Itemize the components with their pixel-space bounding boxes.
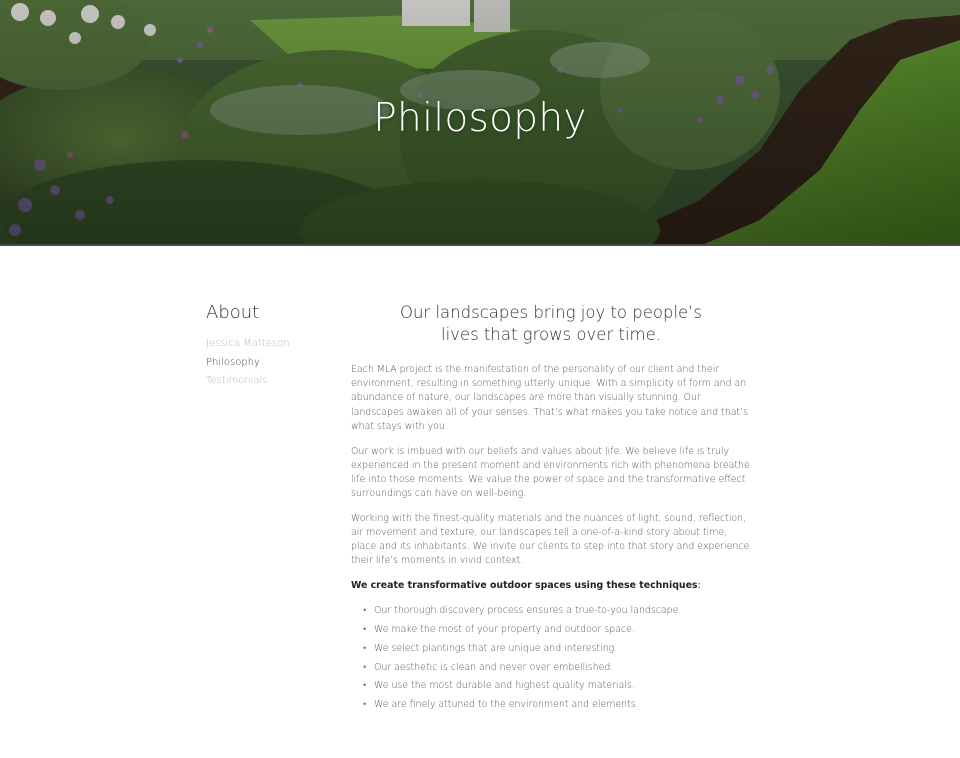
paragraph: Each MLA project is the manifestation of the personality of our client and their environment, resulting in something utterly unique. With a simplicity of form and an abundance of nature, our landscapes are more than visually stunning. Our landscapes awaken all of your senses. That’s what makes you take notice and that’s what stays with you.	[351, 364, 749, 432]
list-item	[363, 696, 751, 715]
techniques-intro-text: We create transformative outdoor spaces using these techniques	[351, 580, 698, 592]
techniques-list	[351, 602, 751, 715]
list-item	[363, 602, 751, 621]
list-item	[363, 640, 751, 659]
sidebar-item-testimonials[interactable]: Testimonials	[206, 375, 268, 386]
paragraph: Working with the finest-quality materials and the nuances of light, sound, reflection, air movement and texture, our landscapes tell a one-of-a-kind story about time, place and its inhabitants. We invite our clients to step into that story and experience their life’s moments in vivid context.	[351, 512, 750, 567]
about-sidebar	[206, 302, 336, 391]
headline-line-1: Our landscapes bring joy to people’s	[399, 303, 703, 322]
list-item-text: We select plantings that are unique and interesting.	[374, 642, 618, 654]
techniques-intro	[351, 579, 751, 593]
list-item-text: Our aesthetic is clean and never over embellished.	[374, 661, 614, 673]
list-item-text: We make the most of your property and outdoor space.	[374, 623, 635, 635]
hero-banner	[0, 0, 960, 246]
sidebar-heading: About	[206, 302, 260, 323]
page-title: Philosophy	[373, 96, 587, 141]
paragraph: Our work is imbued with our beliefs and values about life. We believe life is truly experienced in the present moment and environments rich with phenomena breathe life into those moments. We value the power of space and the transformative effect surroundings can have on well-being.	[351, 445, 750, 500]
list-item	[363, 621, 751, 640]
sidebar-item-philosophy[interactable]: Philosophy	[206, 356, 260, 368]
list-item-text: We use the most durable and highest quality materials.	[374, 680, 635, 692]
bullet: •	[363, 605, 367, 617]
bullet: •	[363, 680, 367, 692]
philosophy-content	[351, 302, 751, 715]
list-item-text: Our thorough discovery process ensures a true-to-you landscape.	[374, 605, 682, 617]
headline-line-2: lives that grows over time.	[441, 325, 661, 344]
bullet: •	[363, 661, 367, 673]
list-item	[363, 659, 751, 678]
headline	[351, 302, 751, 346]
bullet: •	[363, 623, 367, 635]
list-item-text: We are finely attuned to the environment and elements.	[374, 699, 639, 711]
sidebar-item-jessica-matteson[interactable]: Jessica Matteson	[206, 338, 290, 349]
bullet: •	[363, 699, 367, 711]
techniques-intro-colon: :	[697, 580, 701, 592]
list-item	[363, 677, 751, 696]
bullet: •	[363, 642, 367, 654]
